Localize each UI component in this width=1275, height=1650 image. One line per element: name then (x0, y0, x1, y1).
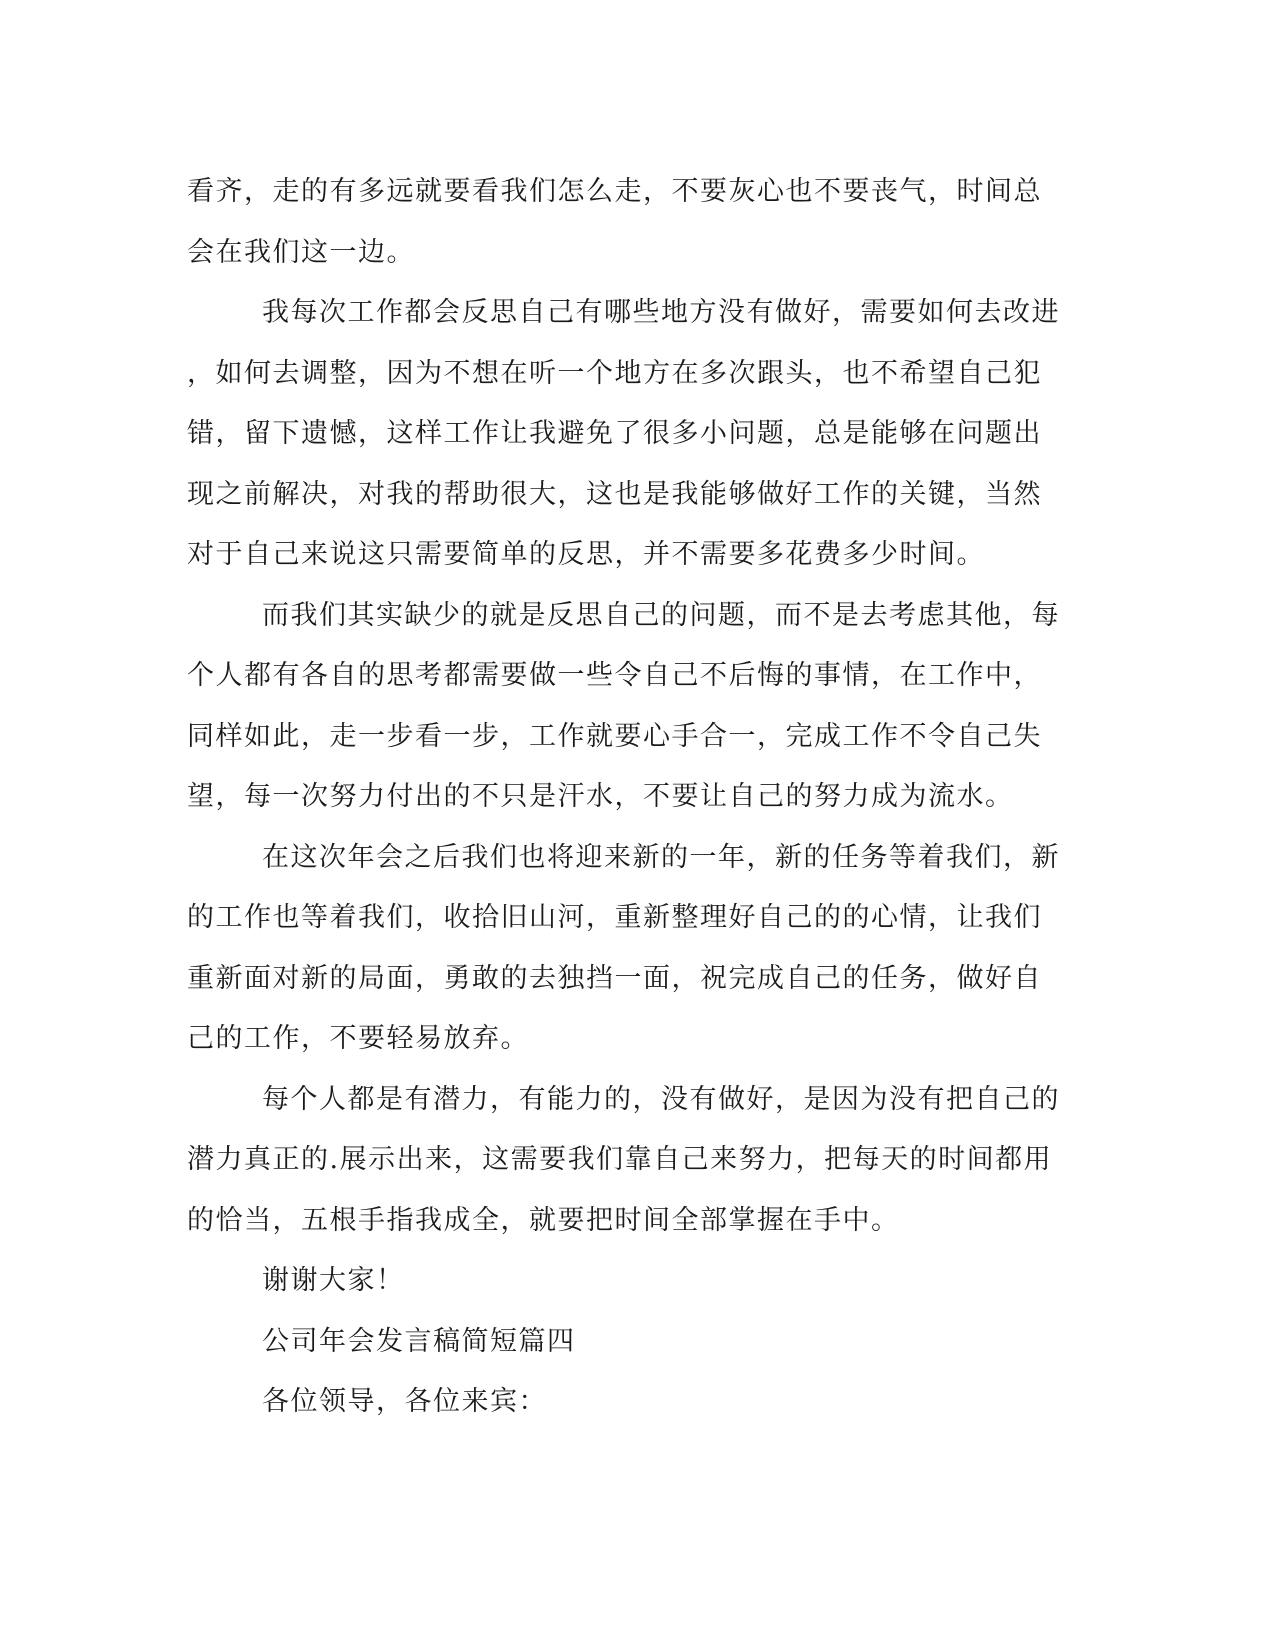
text-line: 错，留下遗憾，这样工作让我避免了很多小问题，总是能够在问题出 (187, 418, 1042, 449)
text-line: 现之前解决，对我的帮助很大，这也是我能够做好工作的关键，当然 (187, 478, 1042, 510)
text-line: 己的工作，不要轻易放弃。 (187, 1023, 529, 1054)
paragraph-start-line: 而我们其实缺少的就是反思自己的问题，而不是去考虑其他，每 (262, 599, 1060, 631)
paragraph-start-line: 每个人都是有潜力，有能力的，没有做好，是因为没有把自己的 (262, 1083, 1060, 1115)
text-line: 会在我们这一边。 (187, 236, 415, 268)
closing-thanks: 谢谢大家！ (262, 1265, 405, 1296)
paragraph-start-line: 我每次工作都会反思自己有哪些地方没有做好，需要如何去改进 (262, 297, 1060, 328)
text-line: 重新面对新的局面，勇敢的去独挡一面，祝完成自己的任务，做好自 (187, 962, 1042, 994)
text-line: 的恰当，五根手指我成全，就要把时间全部掌握在手中。 (187, 1204, 900, 1236)
section-heading: 公司年会发言稿简短篇四 (262, 1325, 576, 1357)
text-line: ，如何去调整，因为不想在听一个地方在多次跟头，也不希望自己犯 (187, 357, 1042, 389)
text-line: 个人都有各自的思考都需要做一些令自己不后悔的事情，在工作中， (187, 660, 1042, 691)
text-line: 看齐，走的有多远就要看我们怎么走，不要灰心也不要丧气，时间总 (187, 176, 1042, 207)
text-line: 对于自己来说这只需要简单的反思，并不需要多花费多少时间。 (187, 539, 985, 570)
salutation: 各位领导，各位来宾： (262, 1386, 547, 1417)
document-body (187, 162, 1087, 1433)
text-line: 望，每一次努力付出的不只是汗水，不要让自己的努力成为流水。 (187, 781, 1014, 812)
text-line: 的工作也等着我们，收拾旧山河，重新整理好自己的的心情，让我们 (187, 902, 1042, 933)
text-line: 同样如此，走一步看一步，工作就要心手合一，完成工作不令自己失 (187, 720, 1042, 752)
paragraph-start-line: 在这次年会之后我们也将迎来新的一年，新的任务等着我们，新 (262, 841, 1060, 873)
text-line: 潜力真正的.展示出来，这需要我们靠自己来努力，把每天的时间都用 (187, 1144, 1053, 1175)
